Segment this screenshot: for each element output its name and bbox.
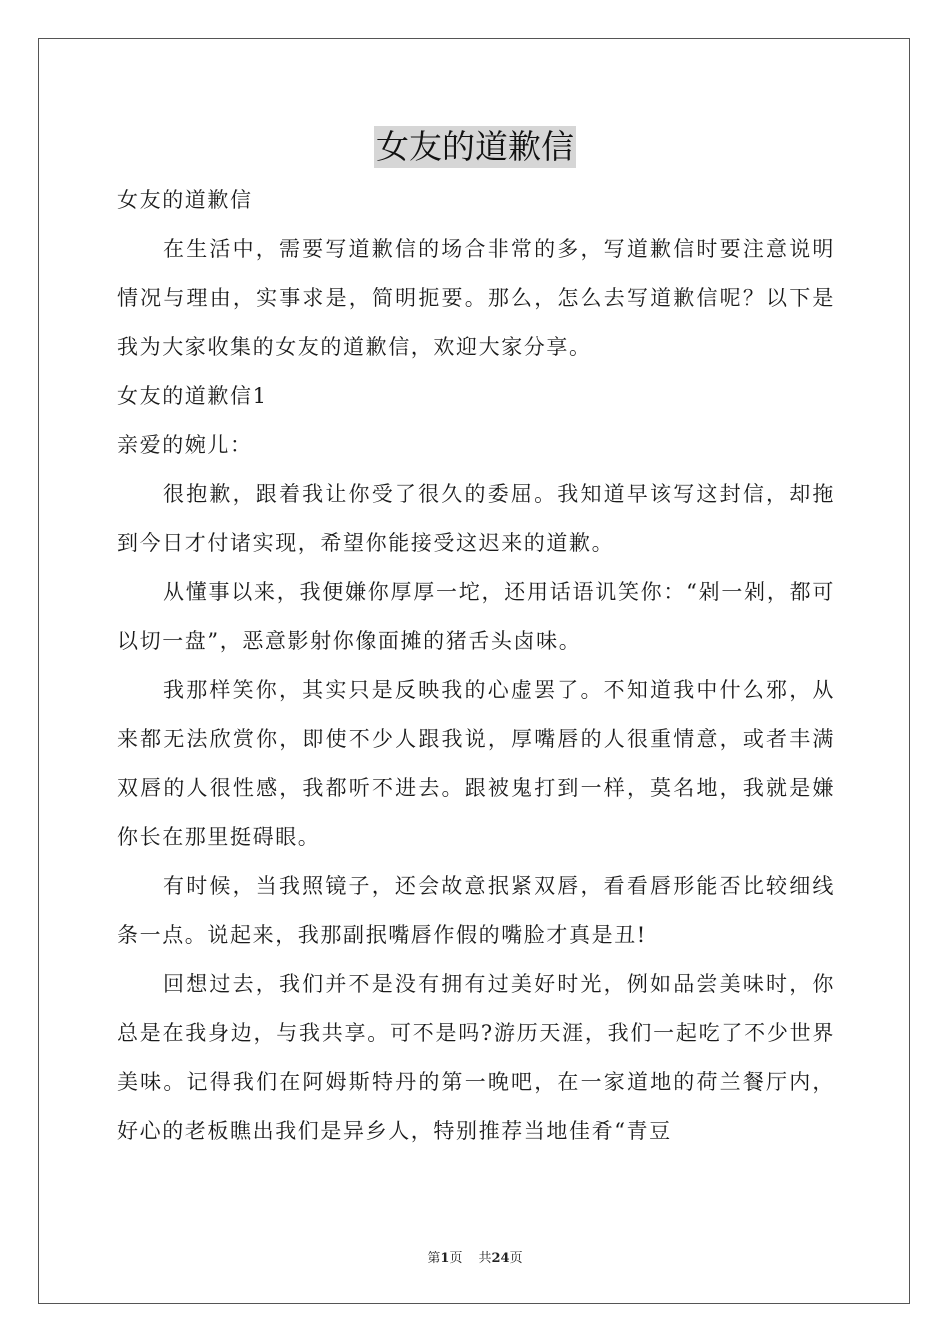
page-number: 1: [440, 1251, 450, 1266]
paragraph: 女友的道歉信: [117, 188, 253, 212]
total-pages: 24: [491, 1251, 510, 1266]
page-suffix: 页: [449, 1251, 463, 1266]
paragraph: 回想过去，我们并不是没有拥有过美好时光，例如品尝美味时，你总是在我身边，与我共享。可不是吗?游历天涯，我们一起吃了不少世界美味。记得我们在阿姆斯特丹的第一晚吧，在一家道地的荷兰餐厅内，好心的老板瞧出我们是异乡人，特别推荐当地佳肴“青豆: [117, 972, 835, 1143]
paragraph: 在生活中，需要写道歉信的场合非常的多，写道歉信时要注意说明情况与理由，实事求是，简明扼要。那么，怎么去写道歉信呢？以下是我为大家收集的女友的道歉信，欢迎大家分享。: [117, 237, 835, 359]
total-prefix: 共: [478, 1251, 492, 1266]
paragraph: 有时候，当我照镜子，还会故意抿紧双唇，看看唇形能否比较细线条一点。说起来，我那副抿嘴唇作假的嘴脸才真是丑!: [117, 874, 835, 947]
paragraph: 我那样笑你，其实只是反映我的心虚罢了。不知道我中什么邪，从来都无法欣赏你，即使不少人跟我说，厚嘴唇的人很重情意，或者丰满双唇的人很性感，我都听不进去。跟被鬼打到一样，莫名地，我就是嫌你长在那里挺碍眼。: [117, 678, 835, 849]
document-body: [117, 176, 835, 1156]
total-suffix: 页: [509, 1251, 523, 1266]
paragraph: 亲爱的婉儿：: [117, 433, 253, 457]
paragraph: 从懂事以来，我便嫌你厚厚一坨，还用话语讥笑你：“剁一剁，都可以切一盘”，恶意影射你像面摊的猪舌头卤味。: [117, 580, 835, 653]
paragraph: 很抱歉，跟着我让你受了很久的委屈。我知道早该写这封信，却拖到今日才付诸实现，希望你能接受这迟来的道歉。: [117, 482, 835, 555]
page-prefix: 第: [427, 1251, 441, 1266]
paragraph: 女友的道歉信1: [117, 384, 268, 408]
document-title: 女友的道歉信: [376, 127, 574, 166]
title-area: [0, 126, 950, 168]
page-footer: [0, 1247, 950, 1266]
